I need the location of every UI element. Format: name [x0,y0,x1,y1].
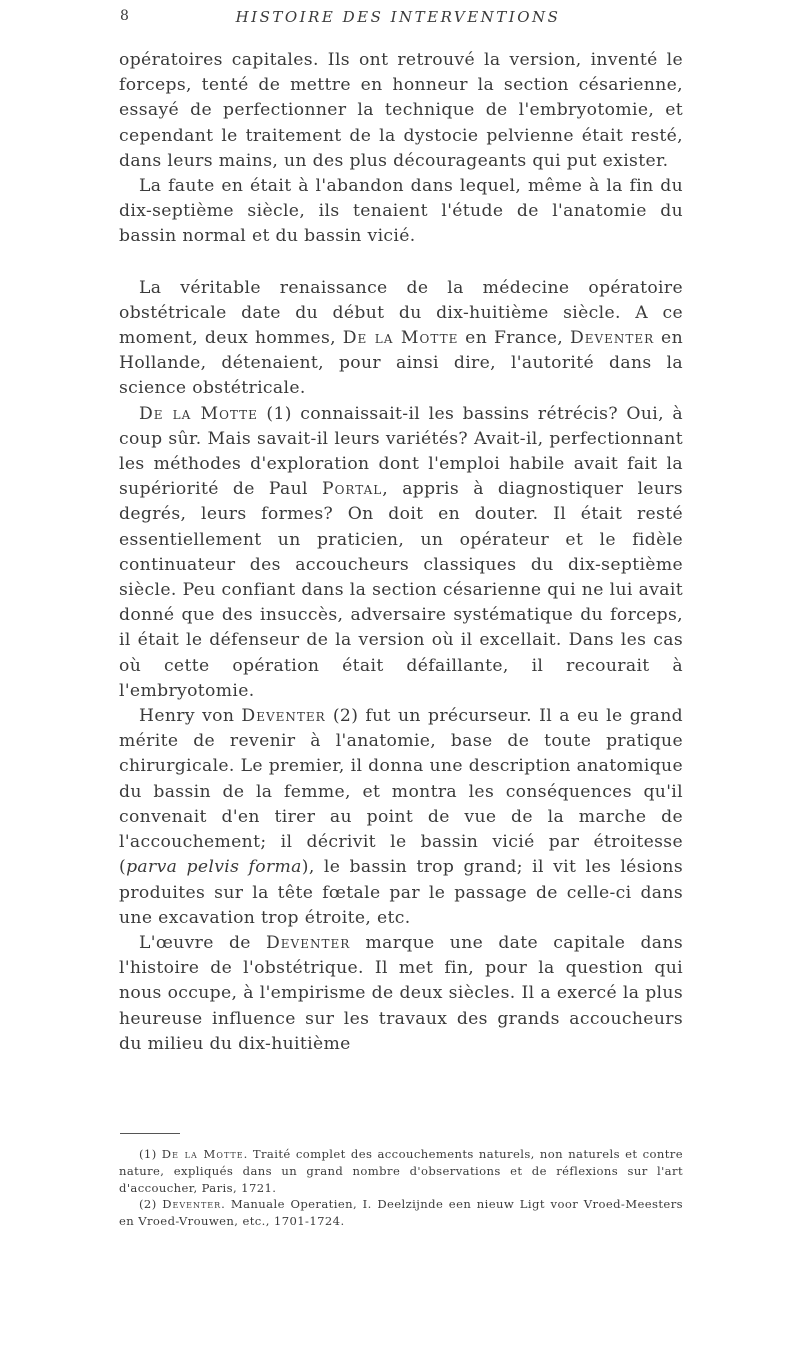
author-name: De la Motte [342,328,459,349]
running-title: HISTOIRE DES INTERVENTIONS [235,8,561,26]
footnote-separator [120,1133,180,1134]
page-header [120,8,680,30]
author-name: De la Motte [139,403,258,424]
paragraph-3: La véritable renaissance de la médecine opératoire obstétricale date du début du dix-huitième siècle. A ce moment, deux hommes, De la Motte en France, Deventer en Hollande, détenaient, pour ainsi dire, l'autorité dans la science obstétricale. [119,277,683,399]
footnotes [119,1146,683,1230]
author-name: Deventer [569,328,655,349]
author-name: Deventer [241,706,326,727]
latin-term: parva pelvis forma [126,857,302,878]
footnote-author: Deventer [162,1197,222,1212]
author-name: Portal [322,479,383,500]
body-text [119,48,683,1057]
footnote-1: (1) De la Motte. Traité complet des accouchements naturels, non naturels et contre nature, expliqués dans un grand nombre d'observations et de réflexions sur l'art d'accoucher, Paris, 1721. [119,1147,683,1195]
footnote-2: (2) Deventer. Manuale Operatien, I. Deelzijnde een nieuw Ligt voor Vroed-Meesters en Vroed-Vrouwen, etc., 1701-1724. [119,1197,683,1229]
footnote-author: De la Motte [161,1147,244,1161]
page-number: 8 [120,8,129,24]
paragraph-4: De la Motte (1) connaissait-il les bassins rétrécis? Oui, à coup sûr. Mais savait-il leurs variétés? Avait-il, perfectionnant les méthodes d'exploration dont l'emploi habile avait fait la supériorité de Paul Portal, appris à diagnostiquer leurs degrés, leurs formes? On doit en douter. Il était resté essentiellement un praticien, un opérateur et le fidèle continuateur des accoucheurs classiques du dix-septième siècle. Peu confiant dans la section césarienne qui ne lui avait donné que des insuccès, adversaire systématique du forceps, il était le défenseur de la version où il excellait. Dans les cas où cette opération était défaillante, il recourait à l'embryotomie. [119,403,683,701]
paragraph-6: L'œuvre de Deventer marque une date capitale dans l'histoire de l'obstétrique. Il met fin, pour la question qui nous occupe, à l'empirisme de deux siècles. Il a exercé la plus heureuse influence sur les travaux des grands accoucheurs du milieu du dix-huitième [119,932,683,1054]
paragraph-2: La faute en était à l'abandon dans lequel, même à la fin du dix-septième siècle, ils tenaient l'étude de l'anatomie du bassin normal et du bassin vicié. [119,176,683,247]
paragraph-1: opératoires capitales. Ils ont retrouvé la version, inventé le forceps, tenté de mettre en honneur la section césarienne, essayé de perfectionner la technique de l'embryotomie, et cependant le traitement de la dystocie pelvienne était resté, dans leurs mains, un des plus décourageants qui put exister. [119,50,683,171]
paragraph-5: Henry von Deventer (2) fut un précurseur. Il a eu le grand mérite de revenir à l'anatomie, base de toute pratique chirurgicale. Le premier, il donna une description anatomique du bassin de la femme, et montra les conséquences qu'il convenait d'en tirer au point de vue de la marche de l'accouchement; il décrivit le bassin vicié par étroitesse (parva pelvis forma), le bassin trop grand; il vit les lésions produites sur la tête fœtale par le passage de celle-ci dans une excavation trop étroite, etc. [119,706,684,928]
author-name: Deventer [266,932,351,953]
